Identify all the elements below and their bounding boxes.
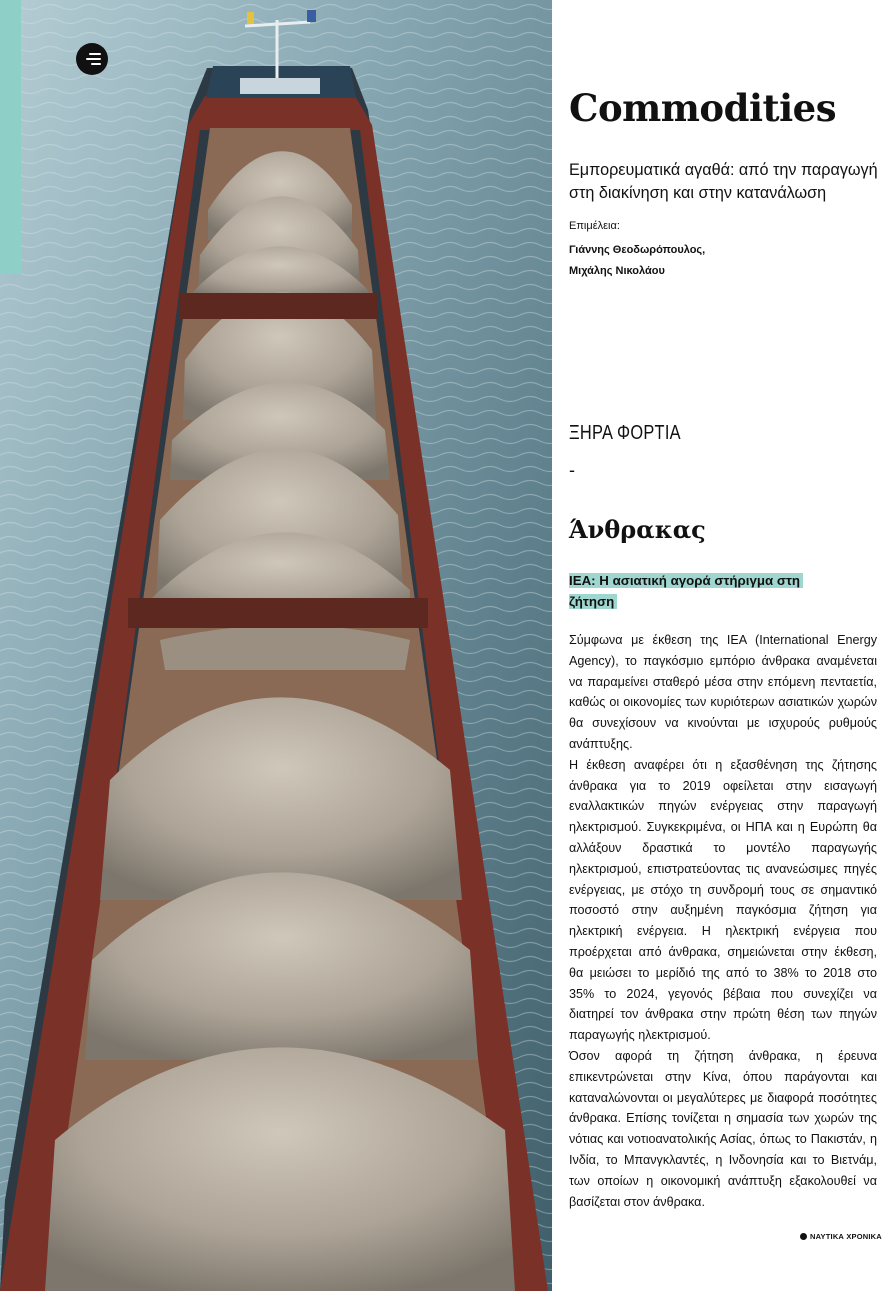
page-footer — [800, 1232, 882, 1241]
editor-label: Επιμέλεια: — [569, 220, 620, 232]
editor-name: Γιάννης Θεοδωρόπουλος, — [569, 244, 706, 256]
editor-names — [569, 240, 705, 282]
paragraph: Η έκθεση αναφέρει ότι η εξασθένηση της ζήτησης άνθρακα για το 2019 οφείλεται στην εισαγωγή εναλλακτικών πηγών ενέργειας στην παραγωγή ηλεκτρισμού. Συγκεκριμένα, οι ΗΠΑ και η Ευρώπη θα αλλάξουν δραστικά το μοντέλο παραγωγής ηλεκτρισμού, επιστρατεύοντας τις ανανεώσιμες πηγές ενέργειας, με στόχο τη συνδρομή τους σε σημαντικό ποσοστό στην αυξημένη παγκόσμια ζήτηση για ηλεκτρική ενέργεια. Η ηλεκτρική ενέργεια που προέρχεται από άνθρακα, σημειώνεται στην έκθεση, θα μειώσει το μερίδιό της από το 38% το 2018 στο 35% το 2024, γεγονός βέβαια που συνεχίζει να διατηρεί τον άνθρακα στην πρώτη θέση των πηγών παραγωγής ηλεκτρισμού. — [569, 757, 877, 1043]
highlight-title-text: ΙΕΑ: Η ασιατική αγορά στήριγμα στη ζήτηση — [569, 573, 803, 609]
editor-name: Μιχάλης Νικολάου — [569, 265, 665, 277]
section-label: ΞΗΡΑ ΦΟΡΤΙΑ — [569, 422, 681, 444]
article-body — [569, 630, 877, 1212]
column-title: Commodities — [569, 86, 837, 130]
paragraph: Σύμφωνα με έκθεση της IEA (International Energy Agency), το παγκόσμιο εμπόριο άνθρακα αναμένεται να παραμείνει σταθερό μέσα στην επόμενη πενταετία, καθώς οι οικονομίες των κυριότερων ασιατικών χωρών θα συνεχίσουν να κινούνται με ισχυρούς ρυθμούς ανάπτυξης. — [569, 633, 877, 751]
magazine-mark-icon — [800, 1233, 807, 1240]
footer-label: ΝΑΥΤΙΚΑ ΧΡΟΝΙΚΑ — [810, 1232, 882, 1241]
paragraph: Όσον αφορά τη ζήτηση άνθρακα, η έρευνα επικεντρώνεται στην Κίνα, όπου παράγονται και καταναλώνονται οι μεγαλύτερες με διαφορά ποσότητες άνθρακα. Επίσης τονίζεται η σημασία των χωρών της νότιας και νοτιοανατολικής Ασίας, όπως το Πακιστάν, η Ινδία, το Μπανγκλαντές, η Ινδονησία και το Βιετνάμ, των οποίων η οικονομική ανάπτυξη εξακολουθεί να βασίζεται στον άνθρακα. — [569, 1048, 877, 1209]
article-heading: Άνθρακας — [569, 515, 706, 544]
magazine-logo-icon — [76, 43, 108, 75]
accent-tab — [0, 0, 21, 274]
highlight-title — [569, 570, 809, 612]
article-subtitle: Εμπορευματικά αγαθά: από την παραγωγή στη διακίνηση και στην κατανάλωση — [569, 161, 878, 202]
section-dash: - — [569, 460, 575, 480]
